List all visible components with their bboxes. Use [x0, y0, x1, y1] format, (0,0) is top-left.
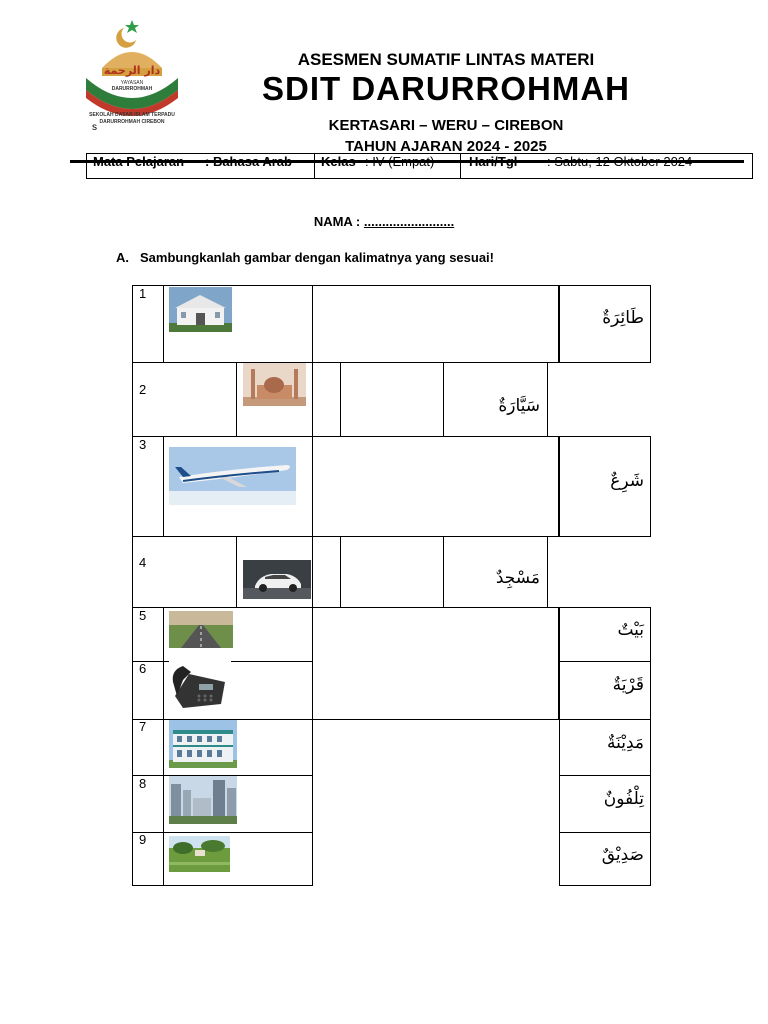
name-blank[interactable]: ......................... [363, 214, 455, 229]
name-label: NAMA : [313, 214, 361, 229]
class-cell [315, 154, 461, 178]
name-field [0, 214, 768, 229]
row-4-blank-cell-2 [340, 536, 444, 608]
instruction-text: Sambungkanlah gambar dengan kalimatnya yang sesuai! [140, 250, 494, 265]
row-2-blank-cell-2 [340, 362, 444, 437]
school-address: KERTASARI – WERU – CIREBON [328, 117, 564, 134]
item-number-5: 5 [139, 608, 147, 623]
row-3-number-cell [132, 436, 164, 537]
logo-arabic-text: دار الرحمة [103, 64, 161, 77]
item-number-3: 3 [139, 437, 147, 452]
arabic-word-6: قَرْيَةٌ [612, 675, 644, 695]
academic-year: TAHUN AJARAN 2024 - 2025 [345, 138, 547, 155]
arabic-word-1: طَائِرَةٌ [602, 308, 644, 328]
item-number-6: 6 [139, 661, 147, 676]
road-icon [169, 611, 233, 648]
row-5-number-cell [132, 607, 164, 662]
logo-yayasan-text: YAYASAN [120, 80, 144, 86]
logo-caption: s [92, 122, 97, 133]
arabic-word-2: سَيَّارَةٌ [498, 396, 540, 416]
arabic-word-8: تِلْفُونٌ [603, 789, 644, 809]
row-4-blank-cell [312, 536, 341, 608]
logo-name-text: DARURROHMAH [111, 86, 153, 92]
car-icon [243, 560, 311, 599]
arabic-word-4: مَسْجِدٌ [495, 568, 540, 588]
row-1-number-cell [132, 285, 164, 363]
date-cell [461, 154, 752, 178]
airplane-icon [169, 447, 296, 505]
arabic-word-5: بَيْتٌ [617, 620, 644, 640]
item-number-4: 4 [139, 555, 147, 570]
item-number-8: 8 [139, 776, 147, 791]
white-house-icon [169, 287, 232, 332]
subject-cell [87, 154, 315, 178]
item-number-9: 9 [139, 832, 147, 847]
mosque-icon [243, 363, 306, 406]
item-number-7: 7 [139, 719, 147, 734]
school-building-icon [169, 720, 237, 768]
arabic-word-3: شَرِعٌ [610, 471, 644, 491]
village-field-icon [169, 836, 230, 872]
arabic-word-9: صَدِيْقٌ [601, 845, 644, 865]
instruction [116, 250, 494, 265]
header-rule [70, 160, 744, 163]
row-6-number-cell [132, 661, 164, 720]
instruction-label: A. [116, 250, 129, 265]
row-2-blank-cell [312, 362, 341, 437]
school-logo [76, 18, 188, 136]
exam-info-table [86, 153, 753, 179]
logo-school-text: SEKOLAH DASAR ISLAM TERPADU [89, 112, 175, 118]
arabic-word-7: مَدِيْنَةٌ [606, 733, 644, 753]
logo-city-text: DARURROHMAH CIREBON [99, 119, 165, 125]
row-9-number-cell [132, 832, 164, 886]
row-8-number-cell [132, 775, 164, 833]
row-7-number-cell [132, 719, 164, 776]
exam-title: ASESMEN SUMATIF LINTAS MATERI [297, 50, 595, 69]
school-name: SDIT DARURROHMAH [262, 70, 630, 107]
item-number-2: 2 [139, 382, 147, 397]
city-buildings-icon [169, 776, 237, 824]
telephone-icon [169, 660, 231, 712]
item-number-1: 1 [139, 286, 147, 301]
